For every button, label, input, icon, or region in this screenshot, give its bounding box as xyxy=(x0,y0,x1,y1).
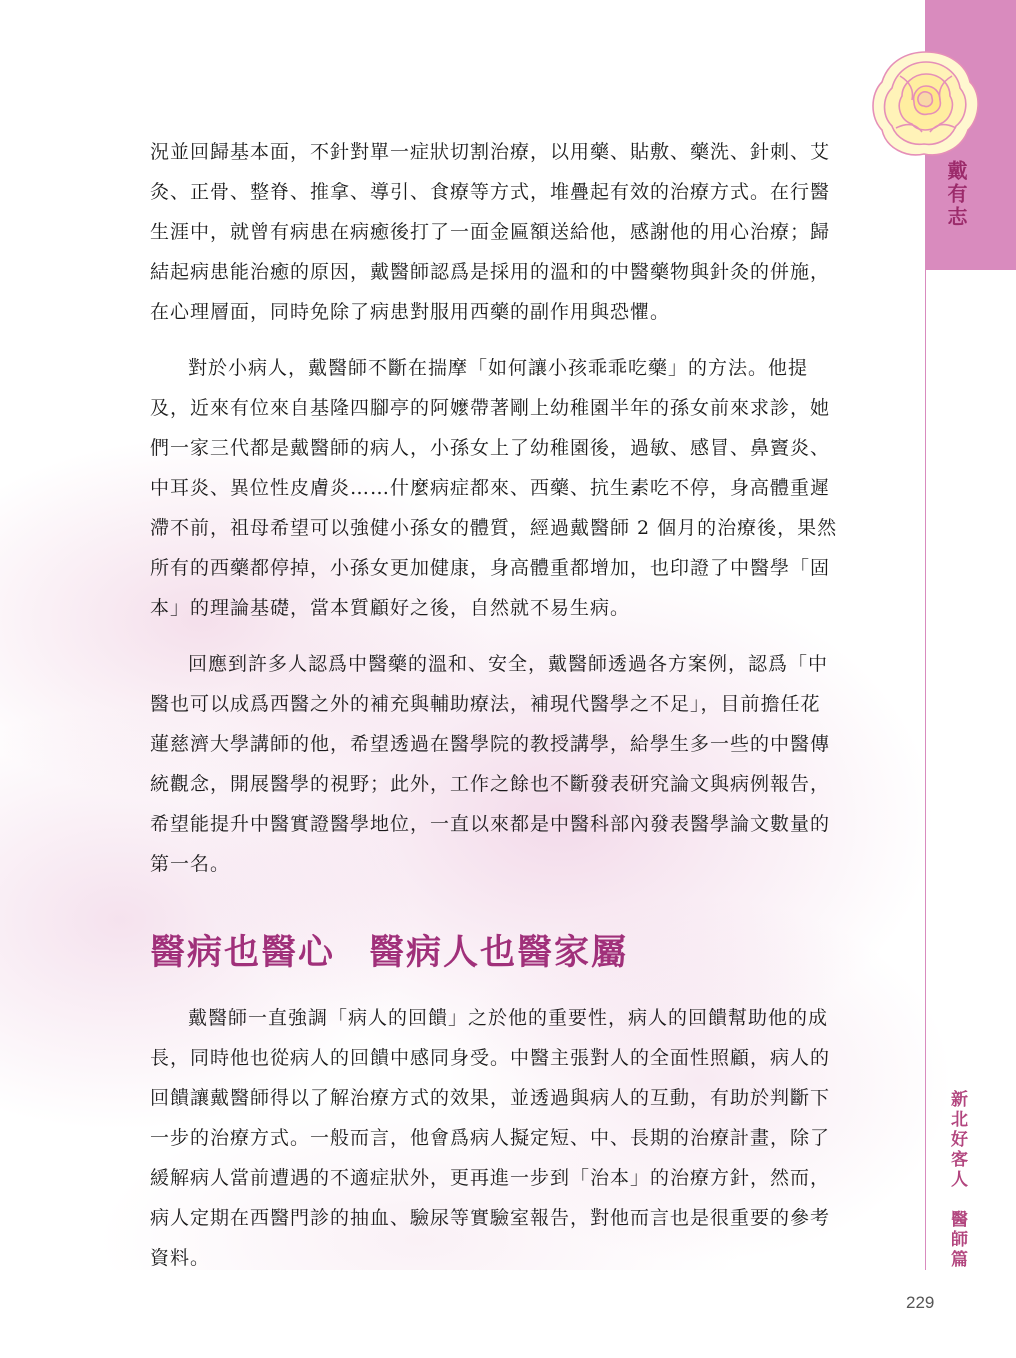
author-name-vertical: 戴有志 xyxy=(944,160,968,229)
section-heading-part1: 醫病也醫心 xyxy=(150,932,336,973)
bottom-margin xyxy=(0,1270,925,1358)
book-title-vertical xyxy=(940,1090,970,1270)
flower-icon xyxy=(870,48,982,160)
section-heading-part2: 醫病人也醫家屬 xyxy=(369,932,629,973)
paragraph: 對於小病人，戴醫師不斷在揣摩「如何讓小孩乖乖吃藥」的方法。他提及，近來有位來自基隆四腳亭的阿嬤帶著剛上幼稚園半年的孫女前來求診，她們一家三代都是戴醫師的病人，小孫女上了幼稚園後，過敏、感冒、鼻竇炎、中耳炎、異位性皮膚炎……什麼病症都來、西藥、抗生素吃不停，身高體重遲滯不前，祖母希望可以強健小孫女的體質，經過戴醫師 2 個月的治療後，果然所有的西藥都停掉，小孫女更加健康，身高體重都增加，也印證了中醫學「固本」的理論基礎，當本質顧好之後，自然就不易生病。 xyxy=(150,357,838,619)
paragraph: 回應到許多人認爲中醫藥的溫和、安全，戴醫師透過各方案例，認爲「中醫也可以成爲西醫之外的補充與輔助療法，補現代醫學之不足」，目前擔任花蓮慈濟大學講師的他，希望透過在醫學院的教授講學，給學生多一些的中醫傳統觀念，開展醫學的視野；此外，工作之餘也不斷發表研究論文與病例報告，希望能提升中醫實證醫學地位，一直以來都是中醫科部內發表醫學論文數量的第一名。 xyxy=(150,653,831,875)
page-number: 229 xyxy=(906,1293,935,1312)
book-title: 新北好客人 xyxy=(947,1090,967,1190)
paragraph: 況並回歸基本面，不針對單一症狀切割治療，以用藥、貼敷、藥洗、針刺、艾灸、正骨、整脊、推拿、導引、食療等方式，堆疊起有效的治療方式。在行醫生涯中，就曾有病患在病癒後打了一面金匾額送給他，感謝他的用心治療；歸結起病患能治癒的原因，戴醫師認爲是採用的溫和的中醫藥物與針灸的併施，在心理層面，同時免除了病患對服用西藥的副作用與恐懼。 xyxy=(150,141,831,323)
article-body xyxy=(150,132,840,1278)
paragraph: 戴醫師一直強調「病人的回饋」之於他的重要性，病人的回饋幫助他的成長，同時他也從病人的回饋中感同身受。中醫主張對人的全面性照顧，病人的回饋讓戴醫師得以了解治療方式的效果，並透過與病人的互動，有助於判斷下一步的治療方式。一般而言，他會爲病人擬定短、中、長期的治療計畫，除了緩解病人當前遭遇的不適症狀外，更再進一步到「治本」的治療方針，然而，病人定期在西醫門診的抽血、驗尿等實驗室報告，對他而言也是很重要的參考資料。 xyxy=(150,1007,831,1269)
side-divider xyxy=(925,270,926,1270)
book-section: 醫師篇 xyxy=(947,1210,967,1270)
section-heading xyxy=(150,928,840,978)
